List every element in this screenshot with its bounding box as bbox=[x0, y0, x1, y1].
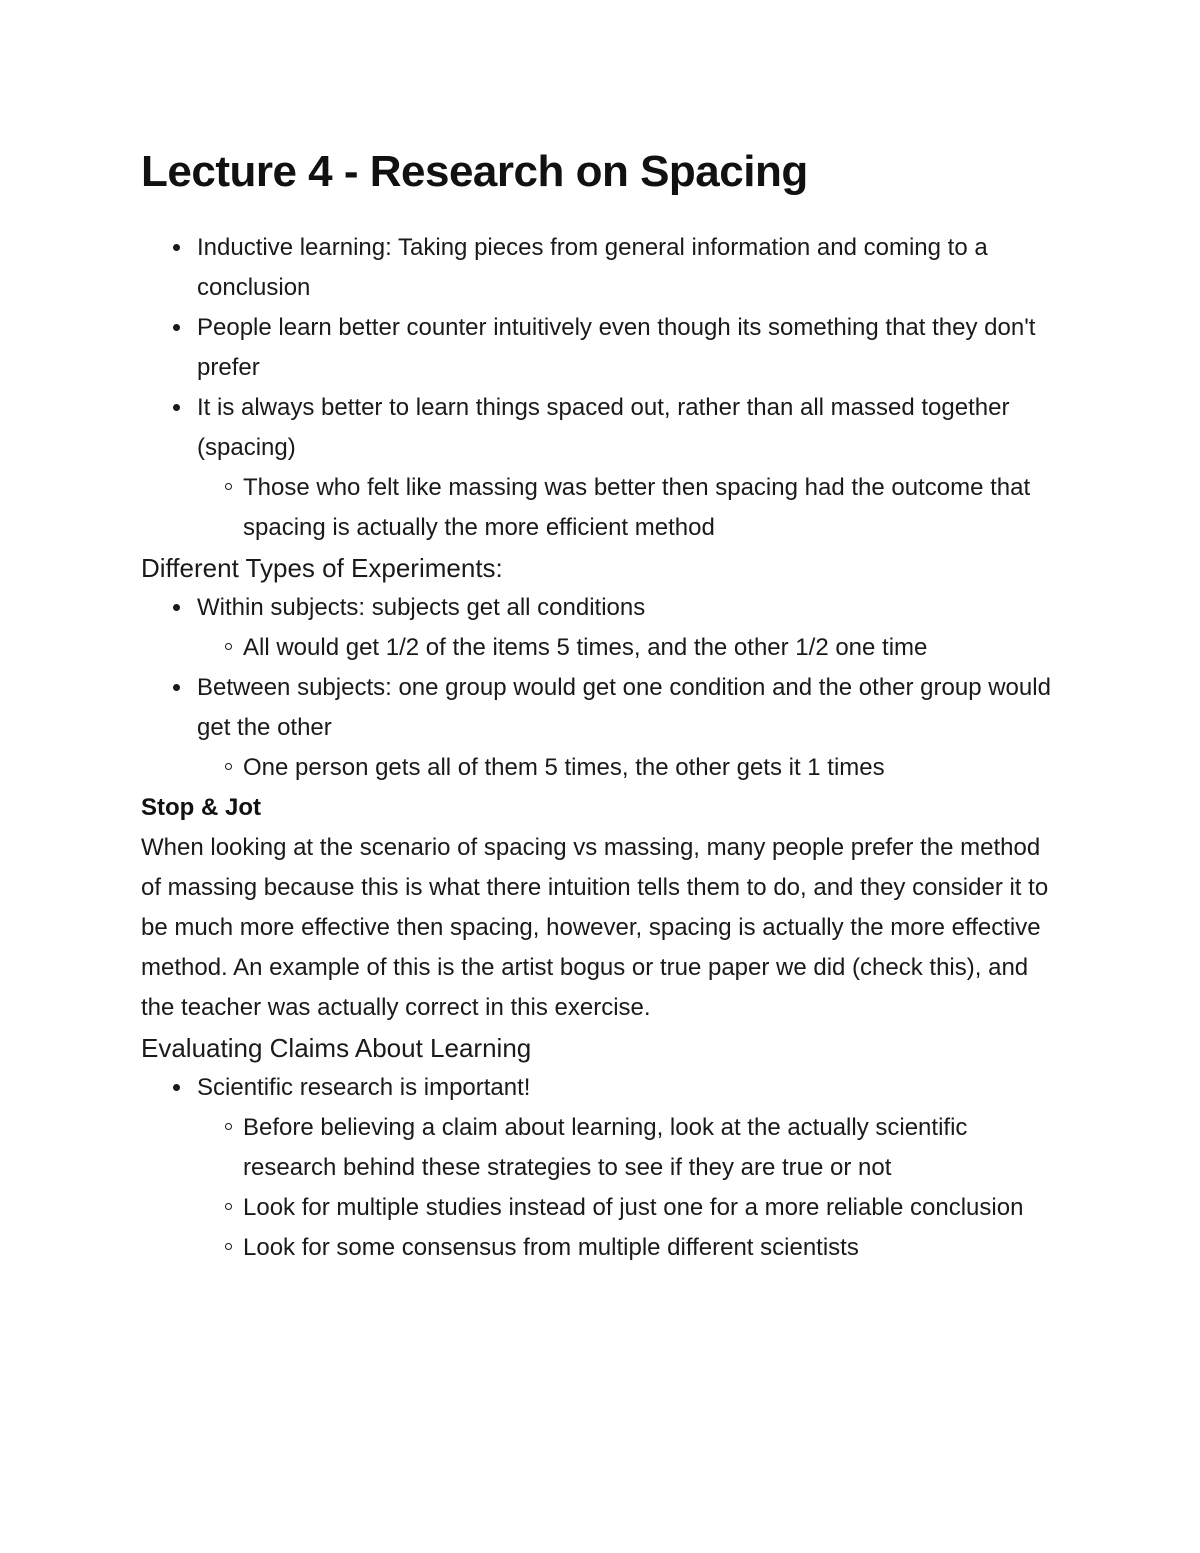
list-item bbox=[141, 388, 1061, 548]
sub-list-item bbox=[197, 1188, 1061, 1228]
experiments-list bbox=[141, 588, 1061, 788]
stop-jot-heading: Stop & Jot bbox=[141, 794, 261, 821]
sub-list bbox=[197, 468, 1061, 548]
sub-list-item bbox=[197, 468, 1061, 548]
list-item bbox=[141, 588, 1061, 668]
list-item bbox=[141, 1068, 1061, 1268]
sub-bullet-text: All would get 1/2 of the items 5 times, and the other 1/2 one time bbox=[243, 634, 928, 661]
bullet-text: Scientific research is important! bbox=[197, 1074, 531, 1101]
sub-list-item bbox=[197, 1228, 1061, 1268]
intro-list bbox=[141, 228, 1061, 548]
sub-list bbox=[197, 1108, 1061, 1268]
sub-bullet-text: Look for multiple studies instead of just one for a more reliable conclusion bbox=[243, 1194, 1024, 1221]
list-item bbox=[141, 668, 1061, 788]
evaluating-list bbox=[141, 1068, 1061, 1268]
sub-bullet-text: Look for some consensus from multiple different scientists bbox=[243, 1234, 859, 1261]
evaluating-heading: Evaluating Claims About Learning bbox=[141, 1033, 532, 1063]
sub-list-item bbox=[197, 628, 1061, 668]
experiments-heading: Different Types of Experiments: bbox=[141, 553, 503, 583]
bullet-text: Between subjects: one group would get one condition and the other group would get the other bbox=[197, 674, 1051, 741]
sub-list bbox=[197, 748, 1061, 788]
list-item bbox=[141, 308, 1061, 388]
sub-bullet-text: Those who felt like massing was better then spacing had the outcome that spacing is actually the more efficient method bbox=[243, 474, 1031, 541]
sub-bullet-text: One person gets all of them 5 times, the other gets it 1 times bbox=[243, 754, 885, 781]
bullet-text: It is always better to learn things spaced out, rather than all massed together (spacing) bbox=[197, 394, 1010, 461]
stop-jot-paragraph: When looking at the scenario of spacing vs massing, many people prefer the method of massing because this is what there intuition tells them to do, and they consider it to be much more effective then spacing, however, spacing is actually the more effective method. An example of this is the artist bogus or true paper we did (check this), and the teacher was actually correct in this exercise. bbox=[141, 834, 1049, 1021]
sub-list-item bbox=[197, 748, 1061, 788]
bullet-text: Inductive learning: Taking pieces from general information and coming to a conclusion bbox=[197, 234, 988, 301]
bullet-text: People learn better counter intuitively even though its something that they don't prefer bbox=[197, 314, 1036, 381]
page-title: Lecture 4 - Research on Spacing bbox=[141, 147, 808, 196]
sub-list bbox=[197, 628, 1061, 668]
sub-list-item bbox=[197, 1108, 1061, 1188]
document-page bbox=[141, 140, 1061, 1268]
list-item bbox=[141, 228, 1061, 308]
sub-bullet-text: Before believing a claim about learning, look at the actually scientific research behind these strategies to see if they are true or not bbox=[243, 1114, 968, 1181]
bullet-text: Within subjects: subjects get all conditions bbox=[197, 594, 646, 621]
